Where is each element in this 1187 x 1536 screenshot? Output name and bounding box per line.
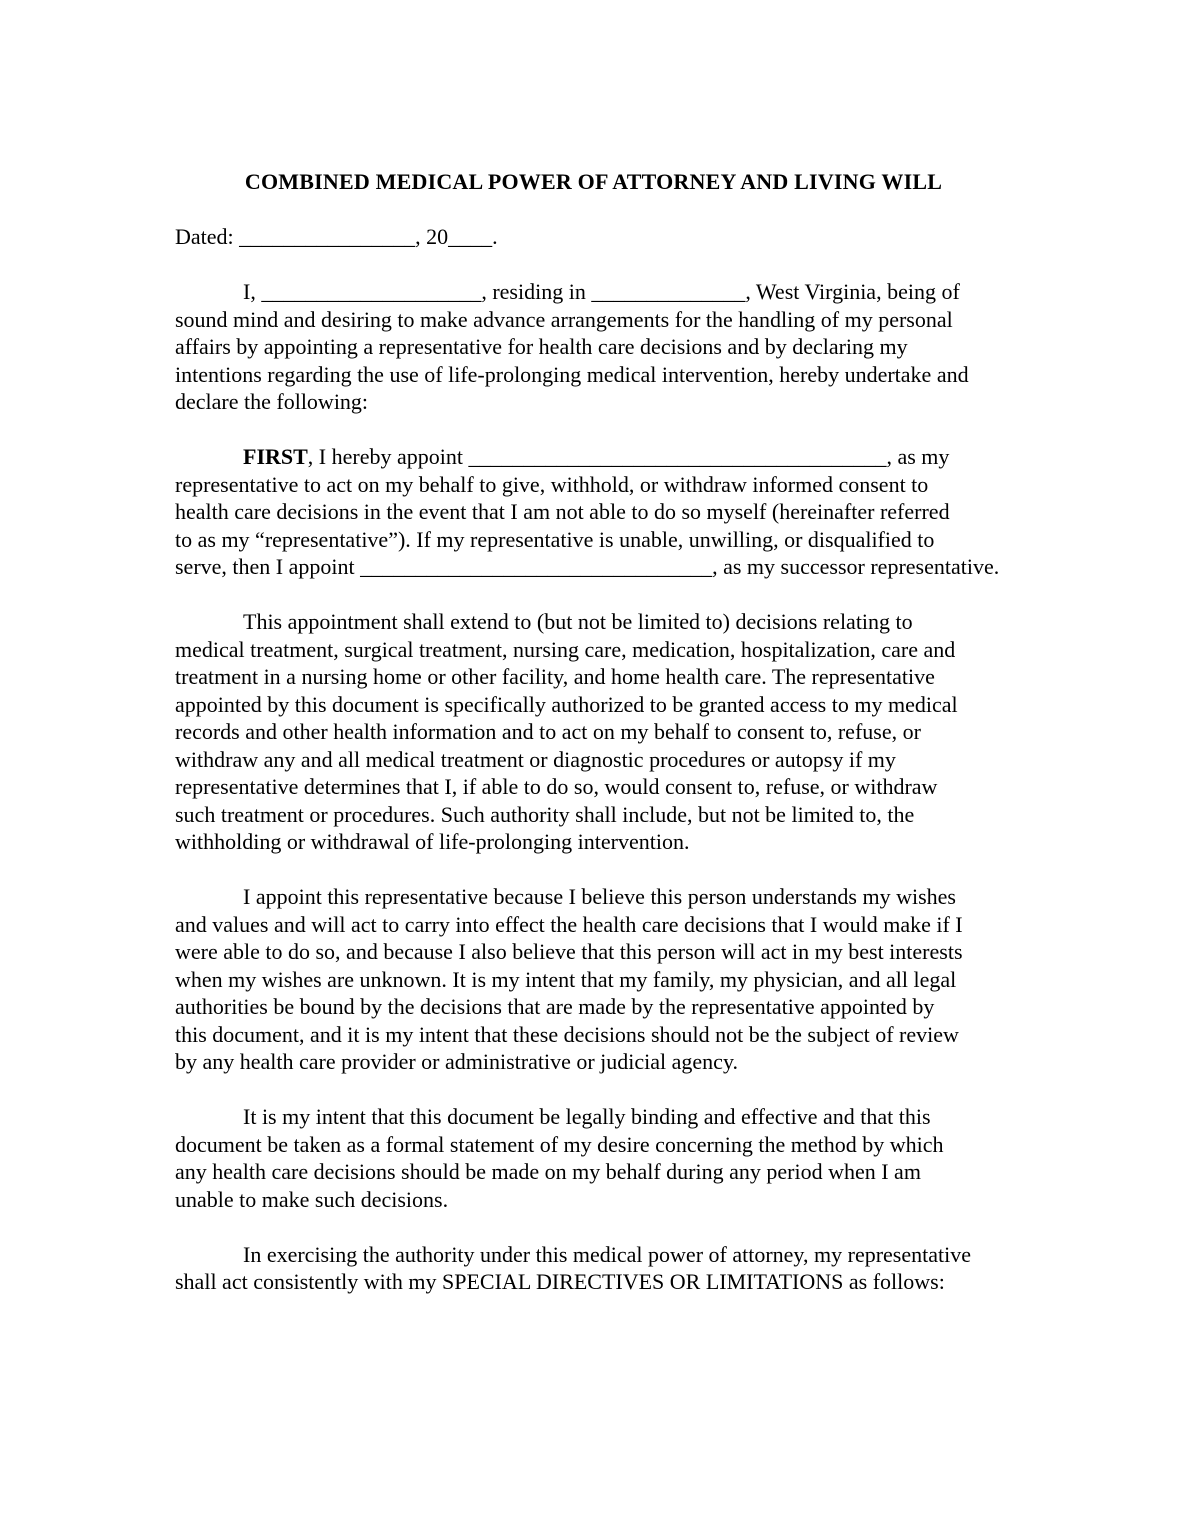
scope-line-7: representative determines that I, if able to do so, would consent to, refuse, or withdraw xyxy=(175,774,938,799)
first-line-4: to as my “representative”). If my representative is unable, unwilling, or disqualified to xyxy=(175,526,935,552)
first-line-5 xyxy=(175,553,1035,581)
paragraph-special-directives xyxy=(175,1241,1035,1296)
belief-line-5: authorities be bound by the decisions that are made by the representative appointed by xyxy=(175,994,935,1019)
scope-line-1: This appointment shall extend to (but not be limited to) decisions relating to xyxy=(243,609,913,634)
year-blank[interactable]: ____ xyxy=(448,224,493,249)
successor-representative-name-blank[interactable]: ________________________________ xyxy=(360,554,713,579)
intro-line-4: intentions regarding the use of life-prolonging medical intervention, hereby undertake and xyxy=(175,361,969,387)
representative-name-blank[interactable]: ______________________________________ xyxy=(468,444,887,469)
belief-line-7: by any health care provider or administrative or judicial agency. xyxy=(175,1049,739,1074)
belief-line-4: when my wishes are unknown. It is my intent that my family, my physician, and all legal xyxy=(175,966,957,992)
belief-line-2: and values and will act to carry into effect the health care decisions that I would make if I xyxy=(175,911,963,937)
paragraph-appointment-scope xyxy=(175,608,1035,856)
belief-line-3: were able to do so, and because I also believe that this person will act in my best interests xyxy=(175,939,963,964)
intent-line-3: any health care decisions should be made on my behalf during any period when I am xyxy=(175,1159,921,1184)
first-post-text: , as my xyxy=(886,444,950,469)
paragraph-belief xyxy=(175,883,1035,1076)
document-title: COMBINED MEDICAL POWER OF ATTORNEY AND LIVING WILL xyxy=(244,169,943,194)
declarant-name-blank[interactable]: ____________________ xyxy=(261,279,482,304)
dated-end-text: . xyxy=(492,224,498,249)
paragraph-legal-intent xyxy=(175,1103,1035,1213)
scope-line-6: withdraw any and all medical treatment or diagnostic procedures or autopsy if my xyxy=(175,746,896,772)
directives-line-1: In exercising the authority under this medical power of attorney, my representative xyxy=(243,1241,971,1267)
intro-line-5: declare the following: xyxy=(175,389,369,414)
first-keyword: FIRST xyxy=(243,444,308,469)
scope-line-3: treatment in a nursing home or other facility, and home health care. The representative xyxy=(175,664,935,689)
first-line-2: representative to act on my behalf to give, withhold, or withdraw informed consent to xyxy=(175,471,929,497)
intro-line-3: affairs by appointing a representative for health care decisions and by declaring my xyxy=(175,334,908,359)
belief-line-6: this document, and it is my intent that these decisions should not be the subject of review xyxy=(175,1021,959,1047)
intent-line-4: unable to make such decisions. xyxy=(175,1186,449,1212)
intent-line-2: document be taken as a formal statement of my desire concerning the method by which xyxy=(175,1131,944,1157)
paragraph-intro xyxy=(175,278,1035,416)
dated-block xyxy=(175,223,1035,251)
residence-city-blank[interactable]: ______________ xyxy=(591,279,746,304)
scope-line-4: appointed by this document is specifically authorized to be granted access to my medical xyxy=(175,691,958,717)
intro-post-text: , West Virginia, being of xyxy=(745,279,960,304)
successor-post-text: , as my successor representative. xyxy=(712,554,1000,579)
scope-line-9: withholding or withdrawal of life-prolonging intervention. xyxy=(175,829,690,854)
dated-mid-text: , 20 xyxy=(415,224,449,249)
paragraph-first-appointment xyxy=(175,443,1035,581)
dated-line xyxy=(175,223,1035,251)
belief-line-1: I appoint this representative because I believe this person understands my wishes xyxy=(243,884,956,909)
successor-pre-text: serve, then I appoint xyxy=(175,554,361,579)
first-mid-text: , I hereby appoint xyxy=(307,444,469,469)
scope-line-8: such treatment or procedures. Such authority shall include, but not be limited to, the xyxy=(175,801,915,827)
first-line-1 xyxy=(175,443,1035,471)
date-blank[interactable]: ________________ xyxy=(239,224,416,249)
scope-line-5: records and other health information and to act on my behalf to consent to, refuse, or xyxy=(175,719,921,744)
scope-line-2: medical treatment, surgical treatment, nursing care, medication, hospitalization, care and xyxy=(175,636,956,662)
intro-pre-text: I, xyxy=(243,279,262,304)
intent-line-1: It is my intent that this document be legally binding and effective and that this xyxy=(243,1104,931,1129)
intro-mid-text: , residing in xyxy=(481,279,592,304)
intro-line-1 xyxy=(175,278,1035,306)
intro-line-2: sound mind and desiring to make advance arrangements for the handling of my personal xyxy=(175,306,953,332)
dated-label: Dated: xyxy=(175,224,240,249)
directives-line-2: shall act consistently with my SPECIAL DIRECTIVES OR LIMITATIONS as follows: xyxy=(175,1269,945,1294)
first-line-3: health care decisions in the event that I am not able to do so myself (hereinafter referred xyxy=(175,499,950,524)
document-body xyxy=(175,223,1035,1296)
